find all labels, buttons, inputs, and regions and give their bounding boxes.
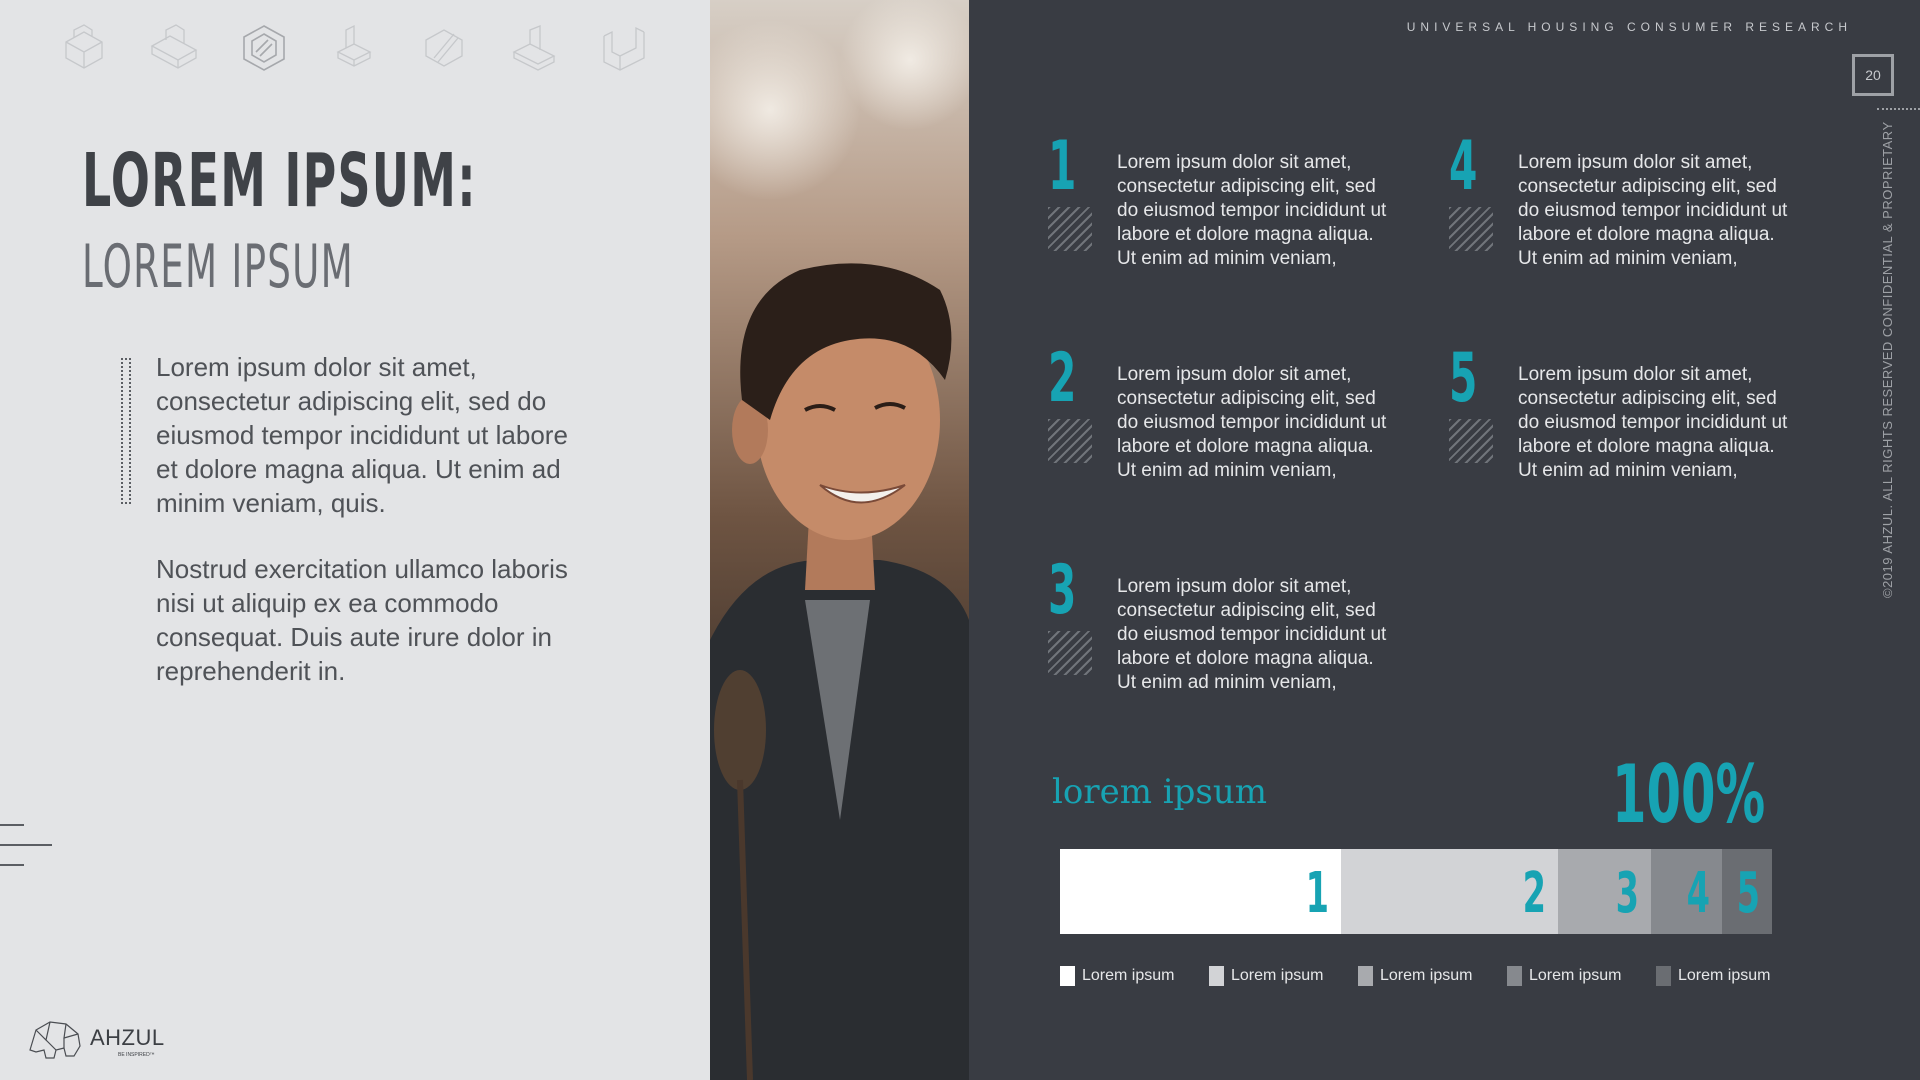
bar-segment-label: 4: [1686, 861, 1711, 926]
item-text: Lorem ipsum dolor sit amet, consectetur adipiscing elit, sed do eiusmod tempor incididunt ut labore et dolore magna aliqua. Ut enim ad minim veniam,: [1518, 152, 1788, 269]
item-number: 5: [1449, 339, 1478, 418]
legend-label: Lorem ipsum: [1678, 967, 1771, 984]
legend-label: Lorem ipsum: [1529, 967, 1622, 984]
portrait-illustration: [710, 0, 969, 1080]
hatch-decoration: [1048, 207, 1092, 251]
bar-segment-3: [1558, 849, 1651, 934]
page-title: LOREM IPSUM:: [82, 138, 477, 224]
body-paragraph-2: Nostrud exercitation ullamco laboris nisi ut aliquip ex ea commodo consequat. Duis aute irure dolor in reprehenderit in.: [156, 554, 568, 686]
isometric-block-icon: [418, 22, 470, 74]
icon-row: [58, 22, 650, 74]
legend-item-4: [1507, 966, 1656, 986]
hatch-decoration: [1048, 631, 1092, 675]
page-number-underline: [1877, 108, 1920, 110]
bar-segment-label: 5: [1736, 861, 1760, 926]
legend-swatch: [1209, 966, 1224, 986]
bar-segment-5: [1722, 849, 1772, 934]
numbered-item-2: [1048, 339, 1448, 517]
body-paragraph-1: Lorem ipsum dolor sit amet, consectetur adipiscing elit, sed do eiusmod tempor incididunt ut labore et dolore magna aliqua. Ut enim ad minim veniam, quis.: [156, 352, 568, 518]
header-title: UNIVERSAL HOUSING CONSUMER RESEARCH: [1406, 20, 1852, 34]
item-number: 1: [1048, 127, 1077, 206]
isometric-block-icon: [148, 22, 200, 74]
isometric-block-icon: [508, 22, 560, 74]
bar-segment-2: [1341, 849, 1558, 934]
brand-logo: [26, 1016, 165, 1060]
decorative-lines: [0, 824, 52, 884]
portrait-photo: [710, 0, 969, 1080]
elephant-logo-icon: [26, 1016, 84, 1060]
hatch-decoration: [1449, 207, 1493, 251]
item-number: 3: [1048, 551, 1077, 630]
legend-swatch: [1060, 966, 1075, 986]
bar-segment-label: 3: [1615, 861, 1639, 926]
bar-segment-4: [1651, 849, 1722, 934]
stacked-bar-chart: [1060, 849, 1772, 934]
isometric-block-icon: [328, 22, 380, 74]
quote-bar-decoration: [121, 358, 131, 504]
legend-item-3: [1358, 966, 1507, 986]
chart-legend: [1060, 966, 1805, 986]
numbered-item-5: [1449, 339, 1849, 517]
copyright-notice: ©2019 AHZUL. ALL RIGHTS RESERVED CONFIDENTIAL & PROPRIETARY: [1880, 121, 1895, 598]
item-text: Lorem ipsum dolor sit amet, consectetur adipiscing elit, sed do eiusmod tempor incididunt ut labore et dolore magna aliqua. Ut enim ad minim veniam,: [1117, 576, 1387, 693]
summary-label: lorem ipsum: [1052, 772, 1267, 812]
item-text: Lorem ipsum dolor sit amet, consectetur adipiscing elit, sed do eiusmod tempor incididunt ut labore et dolore magna aliqua. Ut enim ad minim veniam,: [1518, 364, 1788, 481]
legend-label: Lorem ipsum: [1082, 967, 1175, 984]
legend-swatch: [1656, 966, 1671, 986]
isometric-block-icon: [58, 22, 110, 74]
legend-label: Lorem ipsum: [1231, 967, 1324, 984]
legend-item-5: [1656, 966, 1805, 986]
page-subtitle: LOREM IPSUM: [82, 232, 354, 302]
logo-name: AHZUL: [90, 1025, 165, 1050]
legend-item-1: [1060, 966, 1209, 986]
bar-segment-1: [1060, 849, 1341, 934]
bar-segment-label: 1: [1305, 861, 1330, 926]
legend-swatch: [1507, 966, 1522, 986]
item-number: 4: [1449, 127, 1478, 206]
item-text: Lorem ipsum dolor sit amet, consectetur adipiscing elit, sed do eiusmod tempor incididunt ut labore et dolore magna aliqua. Ut enim ad minim veniam,: [1117, 364, 1387, 481]
hatch-decoration: [1449, 419, 1493, 463]
legend-item-2: [1209, 966, 1358, 986]
hatch-decoration: [1048, 419, 1092, 463]
legend-swatch: [1358, 966, 1373, 986]
page-number: 20: [1852, 54, 1894, 96]
left-panel: [0, 0, 710, 1080]
numbered-item-1: [1048, 127, 1448, 305]
legend-label: Lorem ipsum: [1380, 967, 1473, 984]
bar-segment-label: 2: [1523, 861, 1547, 926]
numbered-item-3: [1048, 551, 1448, 729]
isometric-hexagon-icon: [238, 22, 290, 74]
item-text: Lorem ipsum dolor sit amet, consectetur adipiscing elit, sed do eiusmod tempor incididunt ut labore et dolore magna aliqua. Ut enim ad minim veniam,: [1117, 152, 1387, 269]
logo-tagline: BE INSPIRED™: [118, 1052, 155, 1058]
numbered-item-4: [1449, 127, 1849, 305]
isometric-block-icon: [598, 22, 650, 74]
summary-total: 100%: [1612, 748, 1766, 841]
item-number: 2: [1048, 339, 1077, 418]
